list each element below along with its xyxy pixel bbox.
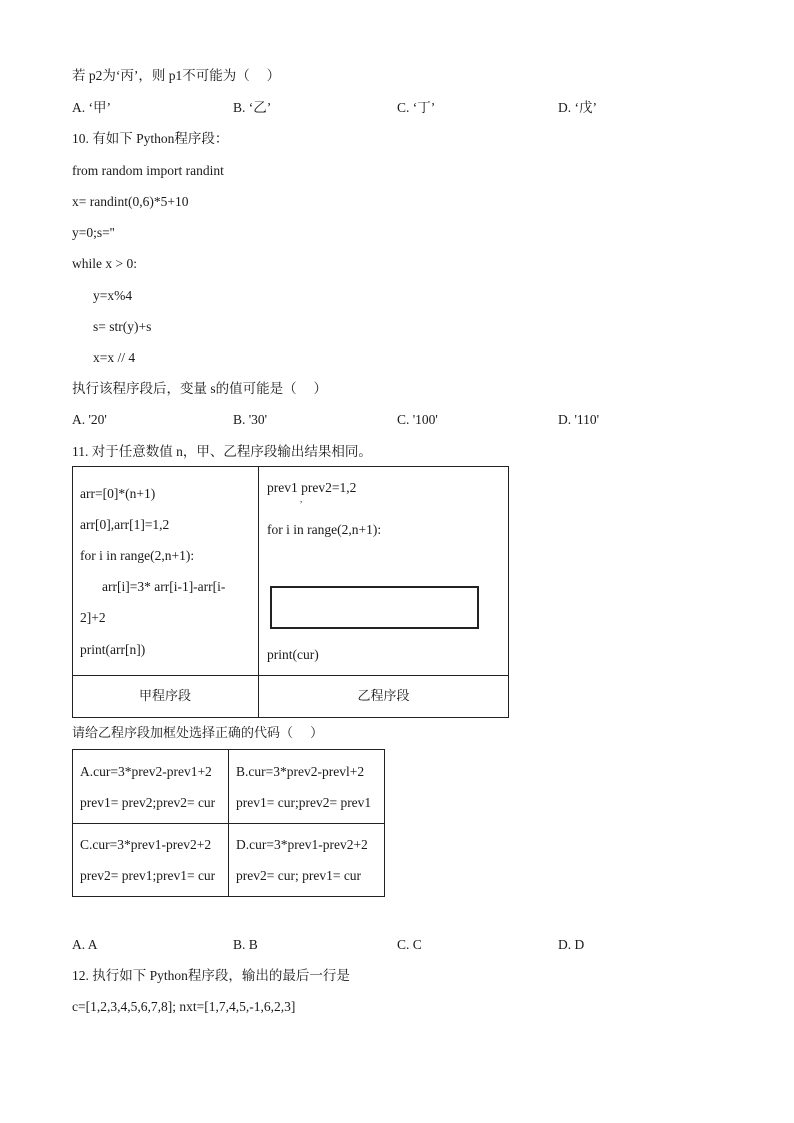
- q11-option-a: A. A: [72, 937, 98, 952]
- q10-code-line: x=x // 4: [93, 350, 136, 365]
- choice-b-line: B.cur=3*prev2-prevl+2: [236, 764, 365, 779]
- q11-option-d: D. D: [558, 937, 585, 952]
- yi-code-line: for i in range(2,n+1):: [267, 522, 382, 537]
- choice-c-line: C.cur=3*prev1-prev2+2: [80, 837, 212, 852]
- q10-code-line: y=0;s='': [72, 225, 115, 240]
- q11-stem: 11. 对于任意数值 n，甲、乙程序段输出结果相同。: [72, 444, 372, 459]
- q10-option-a: A. '20': [72, 412, 107, 427]
- q11-option-c: C. C: [397, 937, 422, 952]
- q10-code-line: from random import randint: [72, 163, 224, 178]
- yi-code-line: print(cur): [267, 647, 319, 662]
- choice-c-line: prev2= prev1;prev1= cur: [80, 868, 216, 883]
- q10-question: 执行该程序段后，变量 s的值可能是（ ）: [72, 381, 328, 396]
- q11-table-divider: [258, 466, 259, 718]
- q11-option-b: B. B: [233, 937, 258, 952]
- q12-code-line: c=[1,2,3,4,5,6,7,8]; nxt=[1,7,4,5,-1,6,2,3]: [72, 999, 296, 1014]
- q10-option-b: B. '30': [233, 412, 268, 427]
- choices-table-divider: [72, 823, 385, 824]
- yi-label: 乙程序段: [357, 689, 410, 704]
- jia-code-line: 2]+2: [80, 610, 106, 625]
- q10-code-line: y=x%4: [93, 288, 133, 303]
- q11-question: 请给乙程序段加框处选择正确的代码（ ）: [72, 726, 324, 741]
- choice-d-line: D.cur=3*prev1-prev2+2: [236, 837, 368, 852]
- jia-label: 甲程序段: [138, 689, 191, 704]
- choice-d-line: prev2= cur; prev1= cur: [236, 868, 362, 883]
- q9-option-c: C. ‘丁’: [397, 100, 436, 115]
- jia-code-line: for i in range(2,n+1):: [80, 548, 195, 563]
- q10-code-line: s= str(y)+s: [93, 319, 152, 334]
- jia-code-line: print(arr[n]): [80, 642, 146, 657]
- q10-option-d: D. '110': [558, 412, 600, 427]
- q10-code-line: x= randint(0,6)*5+10: [72, 194, 189, 209]
- q10-stem: 10. 有如下 Python程序段：: [72, 131, 229, 146]
- jia-code-line: arr[0],arr[1]=1,2: [80, 517, 170, 532]
- choice-a-line: A.cur=3*prev2-prev1+2: [80, 764, 212, 779]
- q9-option-d: D. ‘戊’: [558, 100, 597, 115]
- q9-option-a: A. ‘甲’: [72, 100, 111, 115]
- choice-a-line: prev1= prev2;prev2= cur: [80, 795, 216, 810]
- q11-table-divider: [72, 675, 509, 676]
- q9-stem: 若 p2为‘丙’，则 p1不可能为（ ）: [72, 68, 281, 83]
- yi-code-line: prev1 prev2=1,2: [267, 480, 357, 495]
- yi-stray-comma: ,: [300, 494, 303, 504]
- q10-option-c: C. '100': [397, 412, 438, 427]
- choice-b-line: prev1= cur;prev2= prev1: [236, 795, 372, 810]
- q9-option-b: B. ‘乙’: [233, 100, 272, 115]
- answer-blank-box: [270, 586, 479, 629]
- jia-code-line: arr[i]=3* arr[i-1]-arr[i-: [102, 579, 226, 594]
- q12-stem: 12. 执行如下 Python程序段，输出的最后一行是: [72, 968, 350, 983]
- jia-code-line: arr=[0]*(n+1): [80, 486, 156, 501]
- q10-code-line: while x > 0:: [72, 256, 137, 271]
